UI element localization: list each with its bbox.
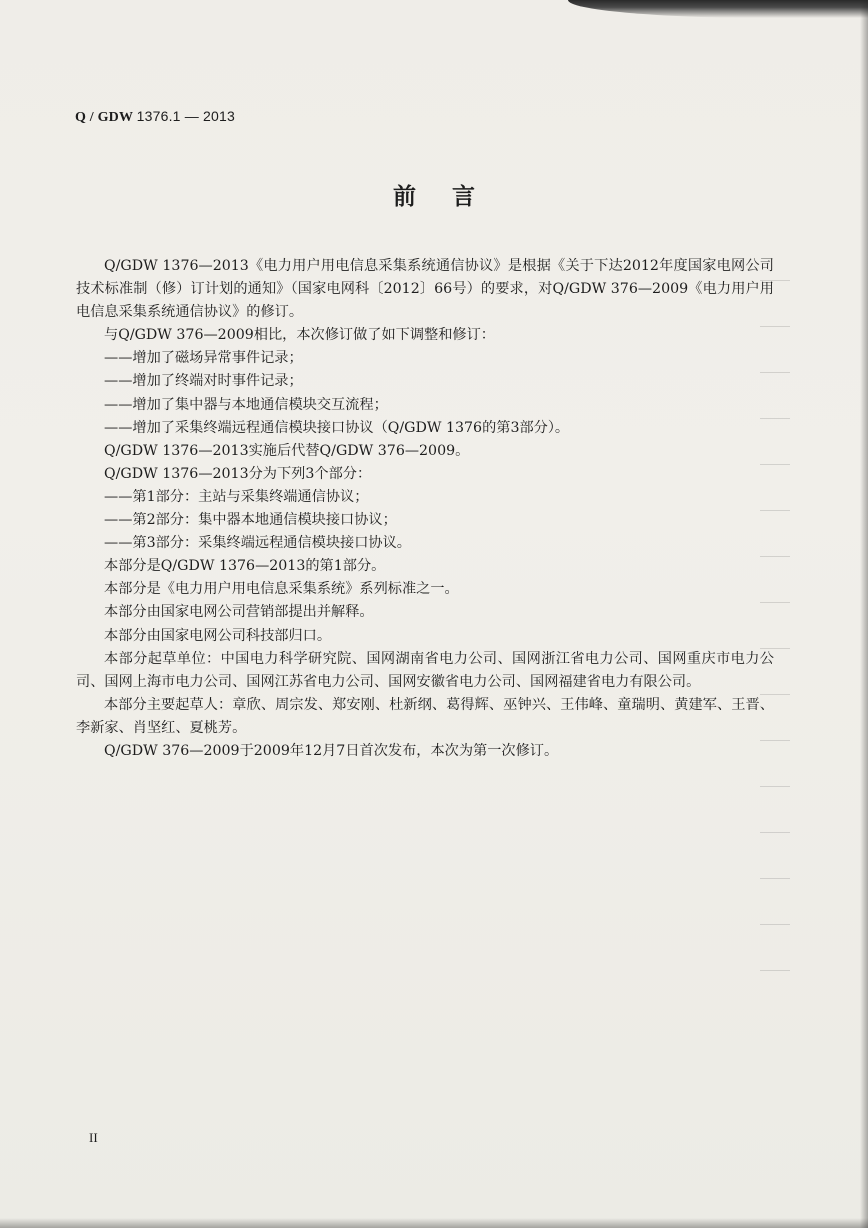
bleed-through-marks: [760, 280, 800, 1060]
paragraph-parts-intro: Q/GDW 1376—2013分为下列3个部分：: [104, 465, 372, 482]
paragraph-release-history: Q/GDW 376—2009于2009年12月7日首次发布，本次为第一次修订。: [104, 742, 559, 759]
scan-shadow: [568, 0, 868, 18]
scan-bottom-edge: [0, 1218, 868, 1228]
change-item: ——增加了集中器与本地通信模块交互流程；: [104, 396, 388, 413]
paragraph-series: 本部分是《电力用户用电信息采集系统》系列标准之一。: [104, 581, 459, 598]
change-item: ——增加了终端对时事件记录；: [104, 373, 303, 390]
paragraph-comparison: 与Q/GDW 376—2009相比，本次修订做了如下调整和修订：: [104, 327, 495, 344]
page-title: 前言: [393, 184, 511, 210]
paragraph-proposer: 本部分由国家电网公司营销部提出并解释。: [104, 604, 374, 621]
paragraph-drafting-units: 本部分起草单位：中国电力科学研究院、国网湖南省电力公司、国网浙江省电力公司、国网重庆市电力公司、国网上海市电力公司、国网江苏省电力公司、国网安徽省电力公司、国网福建省电力有限公司。: [76, 650, 774, 690]
paragraph-part-statement: 本部分是Q/GDW 1376—2013的第1部分。: [104, 558, 386, 575]
change-item: ——增加了采集终端远程通信模块接口协议（Q/GDW 1376的第3部分）。: [104, 419, 570, 436]
part-item: ——第3部分：采集终端远程通信模块接口协议。: [104, 535, 411, 552]
page-number: II: [89, 1130, 98, 1145]
paragraph-replacement: Q/GDW 1376—2013实施后代替Q/GDW 376—2009。: [104, 442, 470, 459]
paragraph-drafters: 本部分主要起草人：章欣、周宗发、郑安刚、杜新纲、葛得辉、巫钟兴、王伟峰、童瑞明、黄建军、王晋、李新家、肖坚红、夏桃芳。: [76, 696, 774, 736]
part-item: ——第2部分：集中器本地通信模块接口协议；: [104, 512, 397, 529]
paragraph-centralized: 本部分由国家电网公司科技部归口。: [104, 627, 332, 644]
paragraph-intro: Q/GDW 1376—2013《电力用户用电信息采集系统通信协议》是根据《关于下达2012年度国家电网公司技术标准制（修）订计划的通知》（国家电网科〔2012〕66号）的要求，对Q/GDW 376—2009《电力用户用电信息采集系统通信协议》的修订。: [76, 258, 774, 321]
foreword-body: [76, 255, 774, 763]
document-code-prefix: Q / GDW: [75, 110, 137, 125]
document-code-number: 1376.1 — 2013: [136, 108, 235, 124]
change-item: ——增加了磁场异常事件记录；: [104, 350, 303, 367]
part-item: ——第1部分：主站与采集终端通信协议；: [104, 488, 369, 505]
document-code: [75, 108, 235, 126]
